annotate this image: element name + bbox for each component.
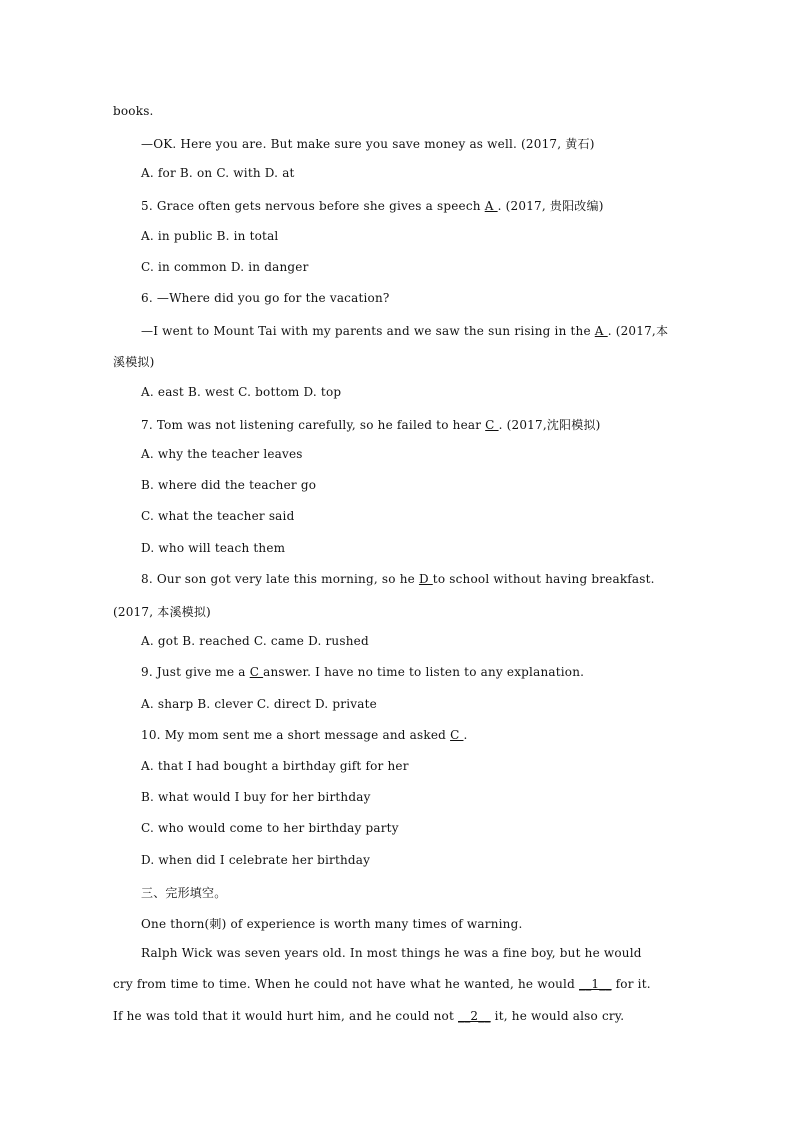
cloze-blank-2: __2__ [458,1009,491,1023]
passage-line: Ralph Wick was seven years old. In most things he was a fine boy, but he would [141,946,642,960]
option-b: B. what would I buy for her birthday [141,790,371,804]
question-text: 9. Just give me a [141,665,250,679]
options-line: A. got B. reached C. came D. rushed [141,634,369,648]
option-d: D. when did I celebrate her birthday [141,853,371,867]
options-line: A. sharp B. clever C. direct D. private [141,697,377,711]
answer-blank: A [484,199,498,213]
option-c: C. who would come to her birthday party [141,821,399,835]
passage-text: If he was told that it would hurt him, and he could not [113,1009,459,1023]
question-text: 7. Tom was not listening carefully, so he failed to hear [141,418,486,432]
dialogue-line [141,322,668,339]
question-source: . (2017, 贵阳改编) [497,199,604,213]
question-text-end: answer. I have no time to listen to any explanation. [263,665,585,679]
question-source: . (2017,本 [607,324,669,338]
passage-line [113,1009,624,1023]
passage-text: it, he would also cry. [490,1009,625,1023]
answer-blank: C [249,665,264,679]
question-6: 6. —Where did you go for the vacation? [141,291,390,305]
option-a: A. why the teacher leaves [141,447,303,461]
passage-line [113,977,651,991]
answer-blank: A [594,324,608,338]
question-10 [141,728,467,742]
question-text: —I went to Mount Tai with my parents and we saw the sun rising in the [141,324,595,338]
text-line: books. [113,104,154,118]
dialogue-line: —OK. Here you are. But make sure you save money as well. (2017, 黄石) [141,137,595,151]
question-text: 8. Our son got very late this morning, so he [141,572,419,586]
passage-title: One thorn(刺) of experience is worth many times of warning. [141,917,523,931]
passage-text: for it. [611,977,651,991]
question-5 [141,197,604,214]
options-line: C. in common D. in danger [141,260,309,274]
question-7 [141,416,601,433]
option-b: B. where did the teacher go [141,478,317,492]
text-line: 溪模拟) [113,355,155,369]
section-heading: 三、完形填空。 [141,886,227,900]
question-source: . (2017,沈阳模拟) [498,418,601,432]
options-line: A. in public B. in total [141,229,279,243]
option-a: A. that I had bought a birthday gift for her [141,759,409,773]
question-8 [141,572,655,586]
cloze-blank-1: __1__ [579,977,612,991]
options-line: A. for B. on C. with D. at [141,166,295,180]
question-9 [141,665,584,679]
question-source: (2017, 本溪模拟) [113,605,211,619]
answer-blank: C [485,418,499,432]
question-text-end: to school without having breakfast. [432,572,655,586]
answer-blank: C [450,728,464,742]
answer-blank: D [418,572,433,586]
question-text: 5. Grace often gets nervous before she gives a speech [141,199,485,213]
options-line: A. east B. west C. bottom D. top [141,385,342,399]
question-text-end: . [463,728,468,742]
option-d: D. who will teach them [141,541,286,555]
passage-text: cry from time to time. When he could not have what he wanted, he would [113,977,579,991]
option-c: C. what the teacher said [141,509,295,523]
question-text: 10. My mom sent me a short message and asked [141,728,451,742]
